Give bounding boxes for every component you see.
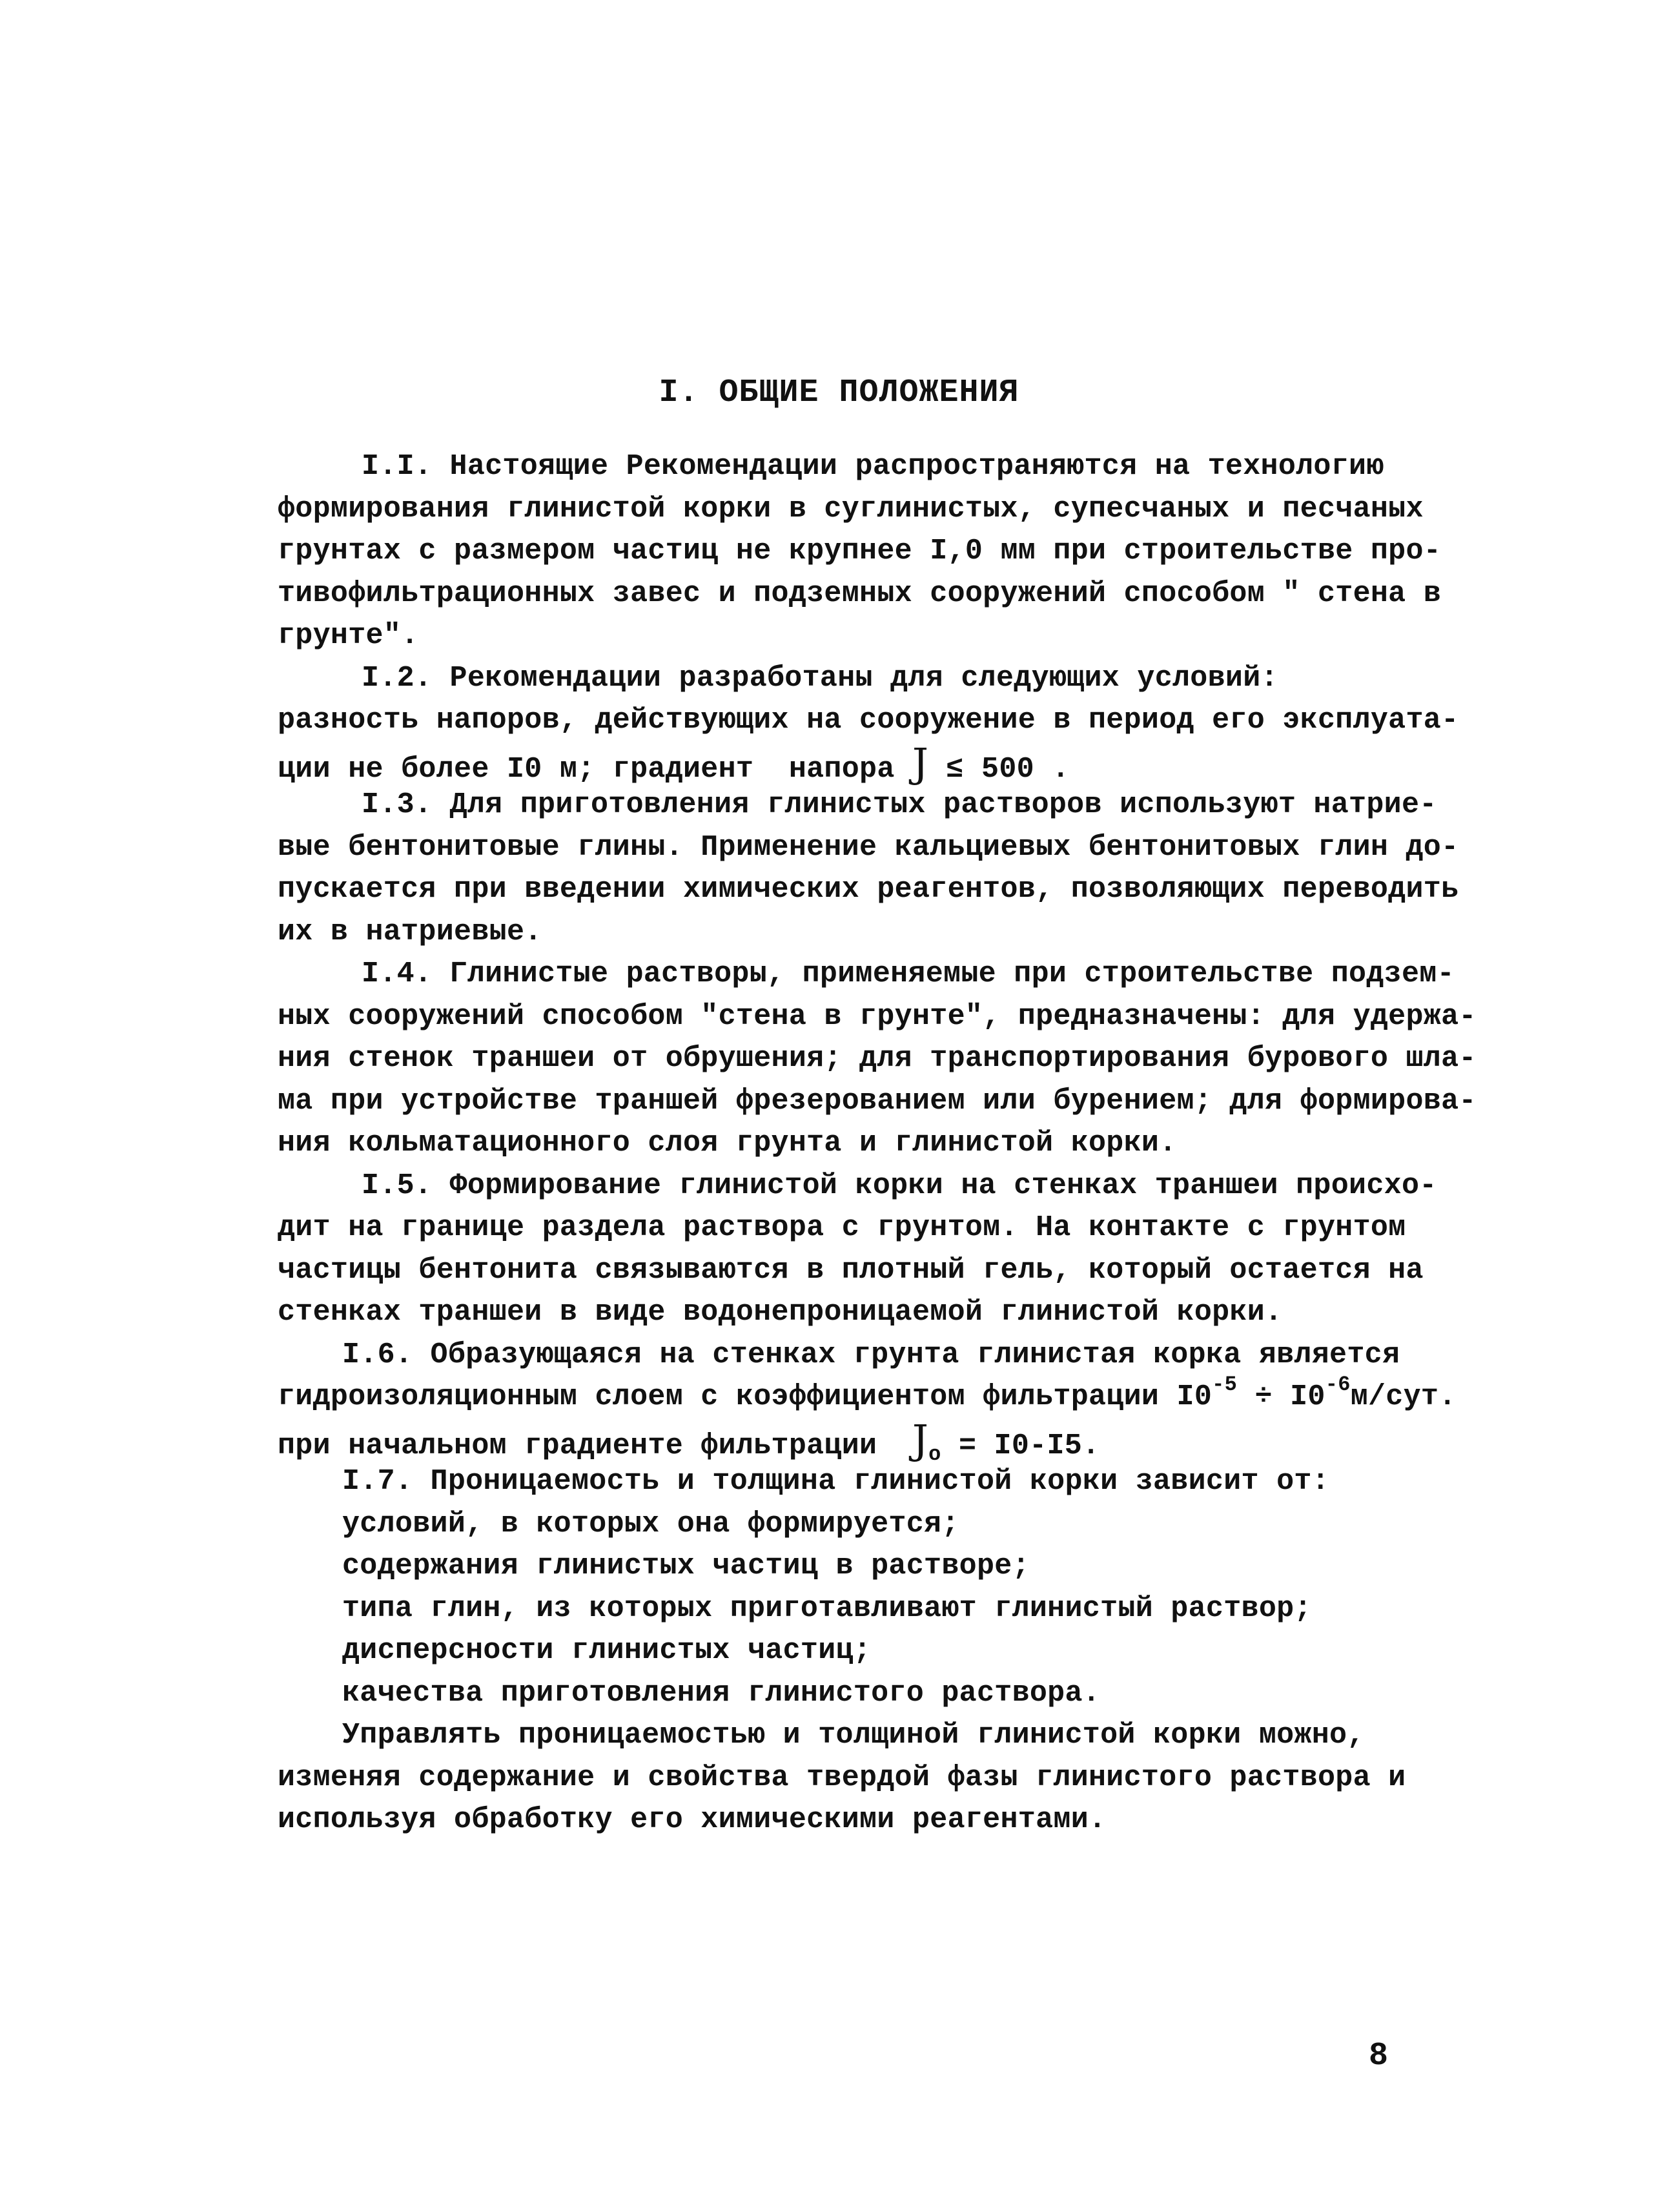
paragraph-1-6-line-2 bbox=[278, 1373, 1457, 1418]
paragraph-1-1-line-1: I.I. Настоящие Рекомендации распространяются на технологию bbox=[362, 450, 1384, 483]
paragraph-1-5-line-4: стенках траншеи в виде водонепроницаемой глинистой корки. bbox=[278, 1296, 1283, 1329]
paragraph-1-3-line-2: вые бентонитовые глины. Применение кальциевых бентонитовых глин до- bbox=[278, 830, 1459, 864]
list-item: содержания глинистых частиц в растворе; bbox=[342, 1550, 1030, 1582]
paragraph-1-1-line-3: грунтах с размером частиц не крупнее I,0 мм при строительстве про- bbox=[278, 535, 1442, 568]
gradient-symbol: J bbox=[912, 739, 929, 786]
gradient-limit: ≤ 500 . bbox=[928, 752, 1070, 786]
paragraph-final-line-2: изменяя содержание и свойства твердой фазы глинистого раствора и bbox=[278, 1761, 1406, 1794]
paragraph-1-5-line-2: дит на границе раздела раствора с грунтом. На контакте с грунтом bbox=[278, 1211, 1406, 1244]
paragraph-1-4-line-2: ных сооружений способом "стена в грунте", предназначены: для удержа- bbox=[278, 999, 1477, 1033]
paragraph-1-3-line-3: пускается при введении химических реагентов, позволяющих переводить bbox=[278, 873, 1459, 906]
paragraph-final-line-1: Управлять проницаемостью и толщиной глинистой корки можно, bbox=[342, 1719, 1365, 1752]
initial-gradient-symbol: J bbox=[912, 1415, 929, 1463]
document-body bbox=[278, 445, 1477, 1841]
paragraph-1-1-line-4: тивофильтрационных завес и подземных сооружений способом " стена в bbox=[278, 577, 1442, 610]
paragraph-1-2-line-3 bbox=[278, 739, 1414, 786]
list-item: качества приготовления глинистого раствора. bbox=[342, 1676, 1101, 1710]
list-item: дисперсности глинистых частиц; bbox=[342, 1634, 872, 1667]
exponent-1: -5 bbox=[1212, 1373, 1238, 1397]
paragraph-1-1-line-5: грунте". bbox=[278, 619, 419, 652]
filtration-unit: м/сут. bbox=[1350, 1380, 1457, 1413]
section-heading: I. ОБЩИЕ ПОЛОЖЕНИЯ bbox=[659, 374, 1019, 411]
paragraph-1-3-line-4: их в натриевые. bbox=[278, 915, 542, 948]
paragraph-1-7-line-1: I.7. Проницаемость и толщина глинистой корки зависит от: bbox=[342, 1465, 1330, 1498]
page-number: 8 bbox=[1369, 2038, 1389, 2074]
paragraph-1-2-line-2: разность напоров, действующих на сооружение в период его эксплуата- bbox=[278, 704, 1459, 737]
initial-gradient-subscript: o bbox=[928, 1442, 941, 1466]
paragraph-1-6-line-1: I.6. Образующаяся на стенках грунта глинистая корка является bbox=[342, 1338, 1400, 1371]
gradient-text: ции не более I0 м; градиент напора bbox=[278, 752, 912, 786]
paragraph-final-line-3: используя обработку его химическими реагентами. bbox=[278, 1803, 1107, 1836]
paragraph-1-4-line-1: I.4. Глинистые растворы, применяемые при строительстве подзем- bbox=[362, 958, 1455, 990]
filtration-range: ÷ I0 bbox=[1237, 1380, 1325, 1413]
paragraph-1-6-line-3 bbox=[278, 1415, 1414, 1466]
paragraph-1-2-line-1: I.2. Рекомендации разработаны для следующих условий: bbox=[362, 661, 1278, 695]
paragraph-1-4-line-5: ния кольматационного слоя грунта и глинистой корки. bbox=[278, 1127, 1177, 1160]
list-item: условий, в которых она формируется; bbox=[342, 1507, 959, 1541]
paragraph-1-4-line-4: ма при устройстве траншей фрезерованием или бурением; для формирова- bbox=[278, 1084, 1477, 1118]
list-item: типа глин, из которых приготавливают глинистый раствор; bbox=[342, 1592, 1312, 1625]
filtration-text: гидроизоляционным слоем с коэффициентом фильтрации I0 bbox=[278, 1380, 1212, 1413]
initial-gradient-value: = I0-I5. bbox=[941, 1429, 1100, 1462]
paragraph-1-5-line-1: I.5. Формирование глинистой корки на стенках траншеи происхо- bbox=[362, 1169, 1437, 1202]
initial-gradient-text: при начальном градиенте фильтрации bbox=[278, 1429, 912, 1462]
exponent-2: -6 bbox=[1325, 1373, 1351, 1397]
paragraph-1-3-line-1: I.3. Для приготовления глинистых растворов используют натрие- bbox=[362, 788, 1437, 821]
paragraph-1-1-line-2: формирования глинистой корки в суглинистых, супесчаных и песчаных bbox=[278, 492, 1424, 526]
paragraph-1-4-line-3: ния стенок траншеи от обрушения; для транспортирования бурового шла- bbox=[278, 1042, 1477, 1075]
paragraph-1-5-line-3: частицы бентонита связываются в плотный гель, который остается на bbox=[278, 1253, 1424, 1287]
